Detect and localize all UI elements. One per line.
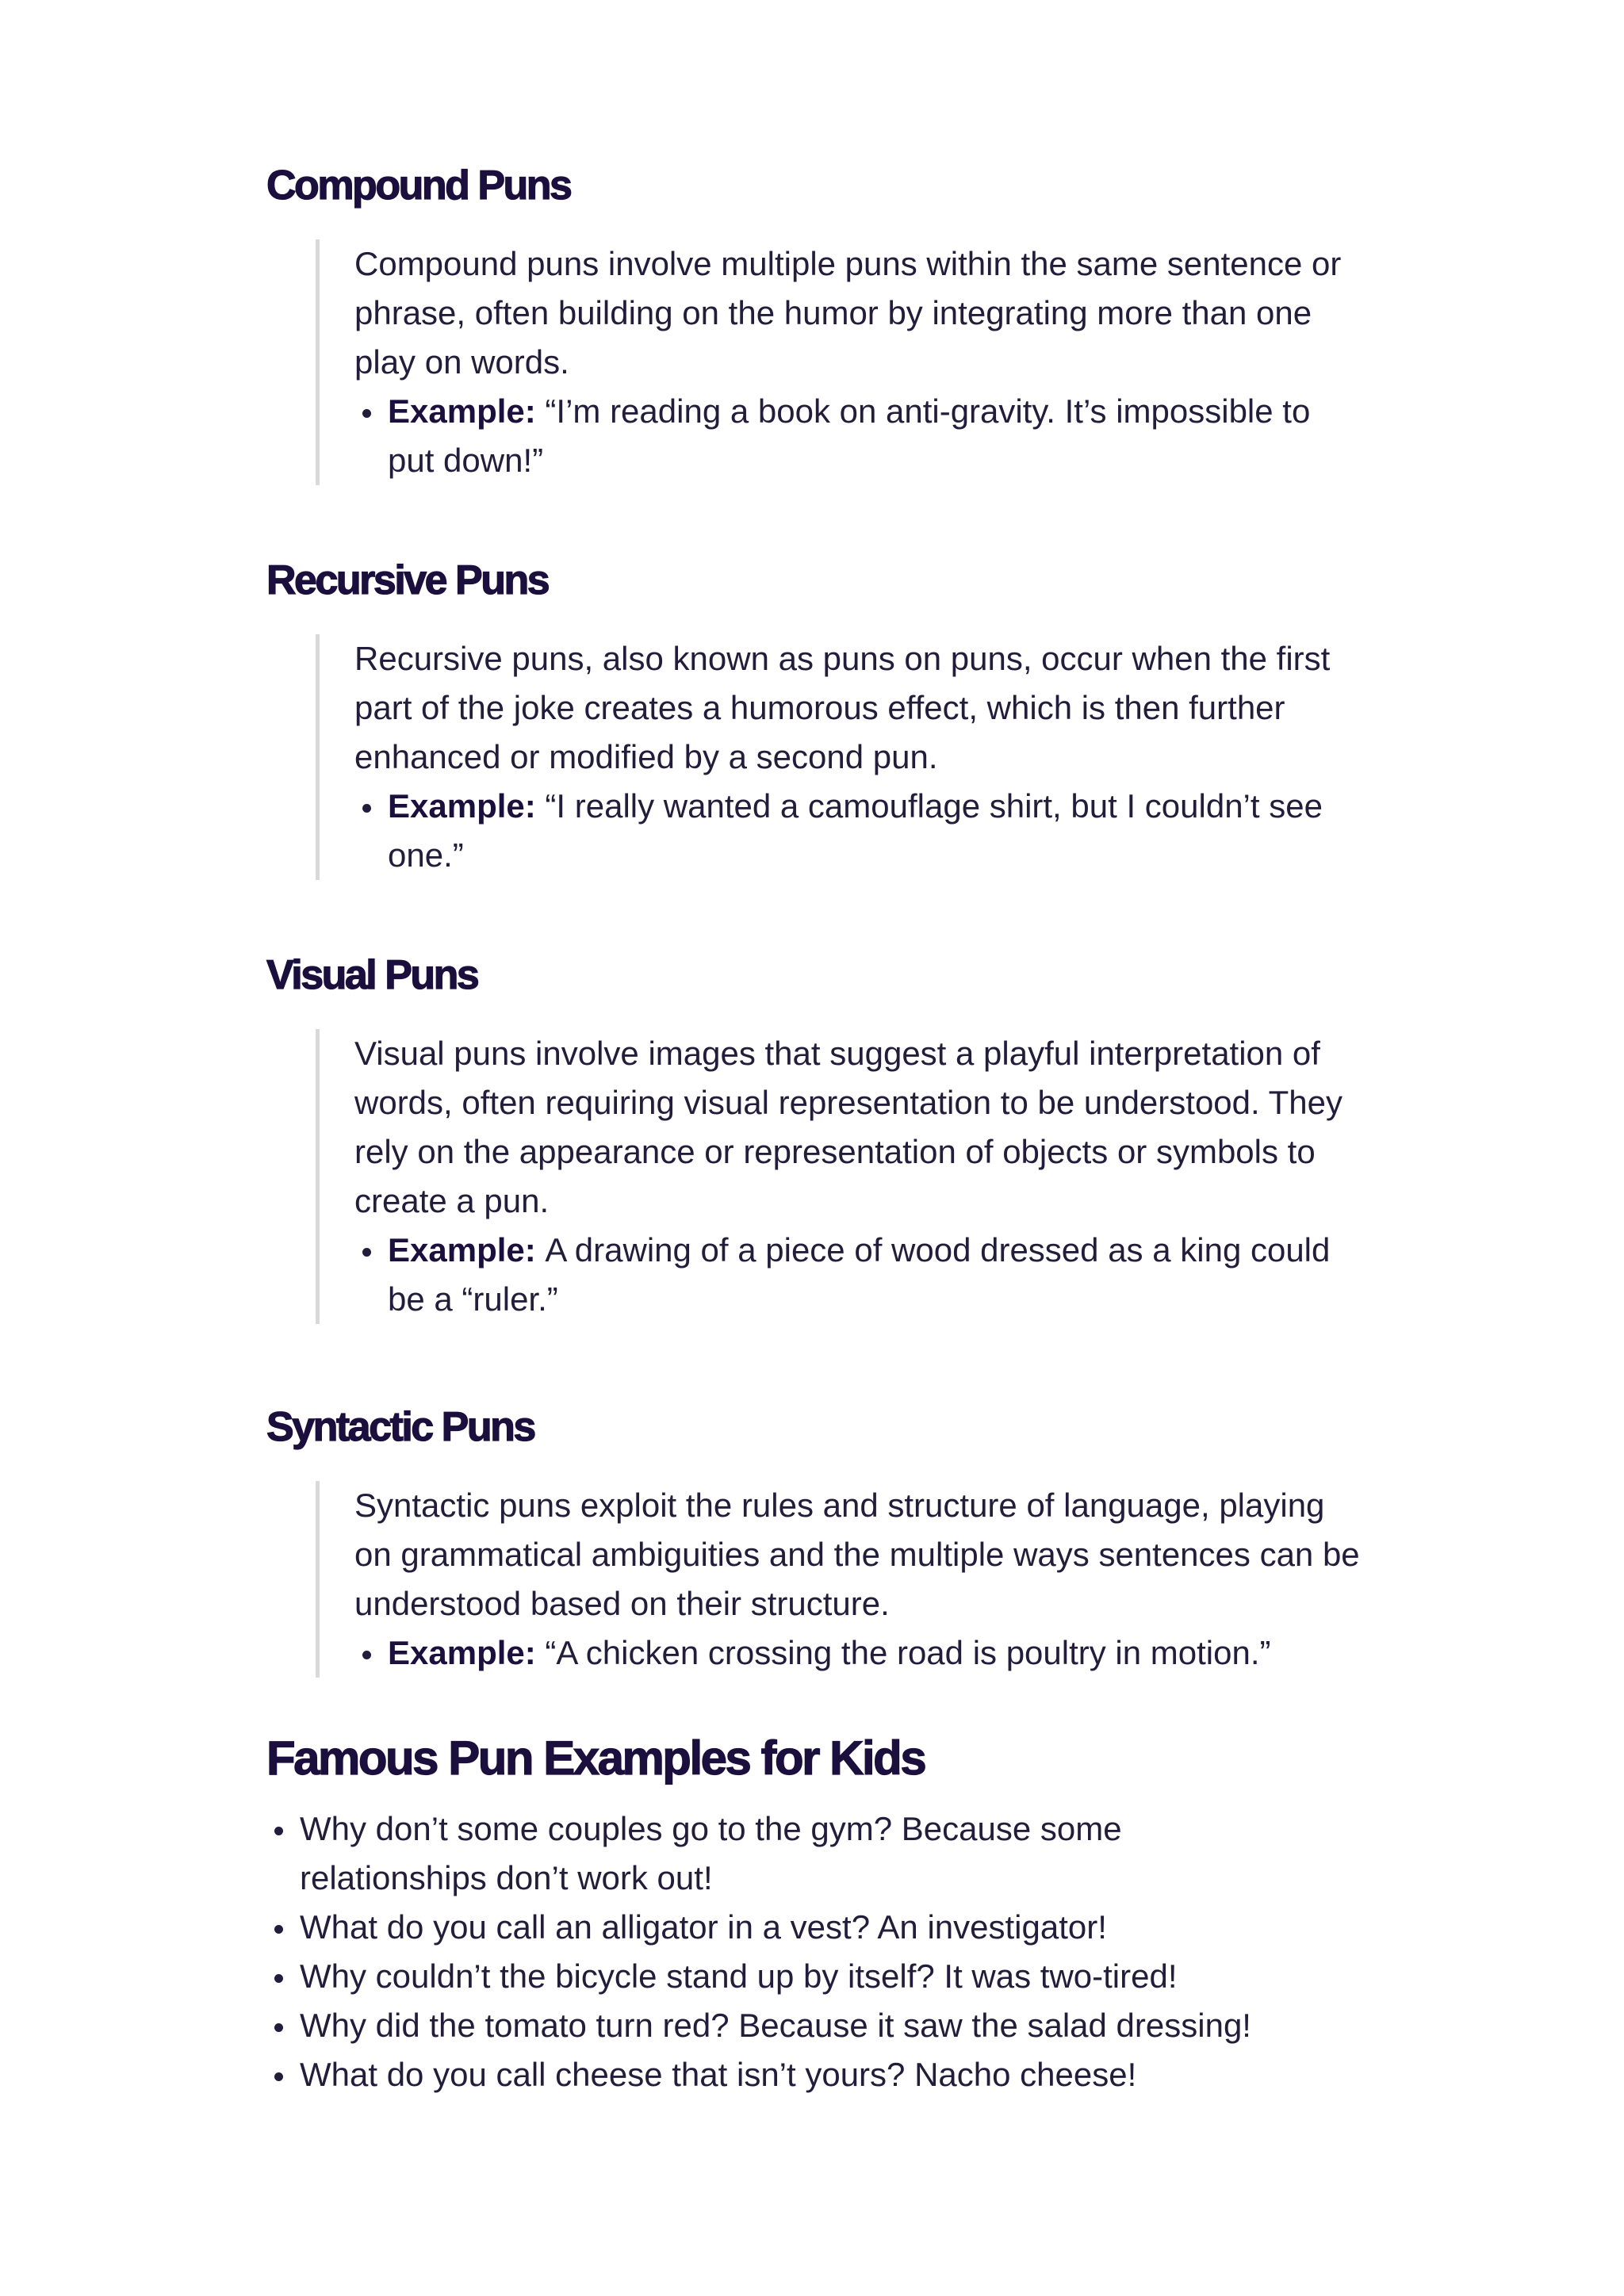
example-item xyxy=(354,1226,1362,1324)
list-item-text: Why couldn’t the bicycle stand up by itself? It was two-tired! xyxy=(300,1957,1178,1995)
example-text: “I really wanted a camouflage shirt, but I couldn’t see one.” xyxy=(388,787,1323,874)
bullet-icon xyxy=(274,2023,283,2032)
section-heading: Recursive Puns xyxy=(266,557,549,603)
example-list xyxy=(354,387,1362,485)
example-list xyxy=(354,782,1362,880)
example-list xyxy=(354,1628,1362,1678)
section-visual-puns xyxy=(266,945,1392,1324)
section-description: Visual puns involve images that suggest a playful interpretation of words, often requiring visual representation to be understood. They rely on the appearance or representation of objects or symbols to create a pun. xyxy=(354,1035,1342,1219)
section-heading: Compound Puns xyxy=(266,163,571,209)
list-item-text: Why did the tomato turn red? Because it saw the salad dressing! xyxy=(300,2007,1251,2044)
list-item xyxy=(266,1804,1313,1903)
bullet-icon xyxy=(362,1651,371,1659)
bullet-icon xyxy=(274,1974,283,1983)
list-item-text: What do you call an alligator in a vest? An investigator! xyxy=(300,1908,1107,1946)
bullet-icon xyxy=(274,1925,283,1934)
list-item-text: What do you call cheese that isn’t yours? Nacho cheese! xyxy=(300,2056,1137,2093)
blockquote xyxy=(316,1481,1362,1678)
example-label: Example: xyxy=(388,392,546,430)
section-famous-pun-examples xyxy=(266,1725,1392,2099)
section-heading: Famous Pun Examples for Kids xyxy=(266,1732,925,1785)
section-recursive-puns xyxy=(266,550,1392,880)
kids-pun-list xyxy=(266,1804,1313,2099)
section-heading: Syntactic Puns xyxy=(266,1404,534,1450)
section-syntactic-puns xyxy=(266,1397,1392,1678)
example-label: Example: xyxy=(388,787,546,825)
list-item-text: Why don’t some couples go to the gym? Because some relationships don’t work out! xyxy=(300,1810,1122,1896)
bullet-icon xyxy=(362,1248,371,1257)
bullet-icon xyxy=(362,409,371,418)
example-text: “A chicken crossing the road is poultry in motion.” xyxy=(545,1634,1271,1671)
section-description: Syntactic puns exploit the rules and structure of language, playing on grammatical ambiguities and the multiple ways sentences can be understood based on their structure. xyxy=(354,1487,1360,1622)
list-item xyxy=(266,2001,1313,2050)
list-item xyxy=(266,2050,1313,2099)
section-compound-puns xyxy=(266,155,1392,485)
example-item xyxy=(354,782,1362,880)
bullet-icon xyxy=(274,2072,283,2081)
example-label: Example: xyxy=(388,1634,546,1671)
section-description: Recursive puns, also known as puns on puns, occur when the first part of the joke creates a humorous effect, which is then further enhanced or modified by a second pun. xyxy=(354,640,1331,775)
list-item xyxy=(266,1952,1313,2001)
blockquote xyxy=(316,239,1362,485)
article-content xyxy=(266,155,1392,2099)
example-list xyxy=(354,1226,1362,1324)
bullet-icon xyxy=(274,1827,283,1835)
list-item xyxy=(266,1903,1313,1952)
blockquote xyxy=(316,634,1362,880)
example-label: Example: xyxy=(388,1231,546,1269)
example-item xyxy=(354,1628,1362,1678)
example-item xyxy=(354,387,1362,485)
bullet-icon xyxy=(362,804,371,813)
section-heading: Visual Puns xyxy=(266,952,478,998)
example-text: “I’m reading a book on anti-gravity. It’s impossible to put down!” xyxy=(388,392,1311,479)
blockquote xyxy=(316,1029,1362,1324)
example-text: A drawing of a piece of wood dressed as a king could be a “ruler.” xyxy=(388,1231,1331,1318)
section-description: Compound puns involve multiple puns within the same sentence or phrase, often building on the humor by integrating more than one play on words. xyxy=(354,245,1342,381)
